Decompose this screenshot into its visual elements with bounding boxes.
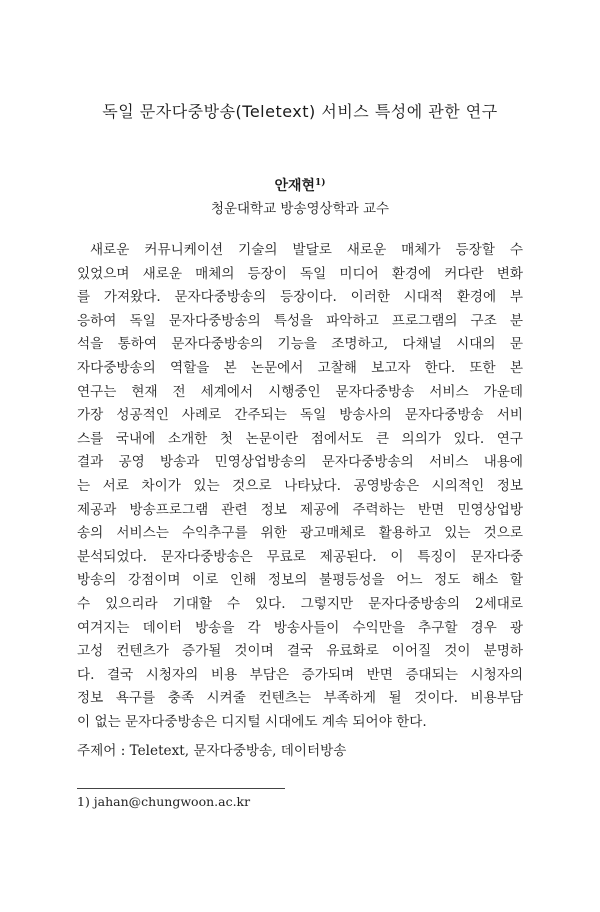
author-affiliation: 청운대학교 방송영상학과 교수 (210, 201, 390, 217)
author-footnote-mark: 1) (315, 178, 326, 188)
abstract-line: 고성 컨텐츠가 증가될 것이며 결국 유료화로 이어질 것이 분명하 (77, 643, 523, 660)
abstract-line: 새로운 커뮤니케이션 기술의 발달로 새로운 매체가 등장할 수 (90, 242, 523, 258)
abstract-line: 여겨지는 데이터 방송을 각 방송사들이 수익만을 추구할 경우 광 (77, 619, 523, 636)
abstract-line: 스를 국내에 소개한 첫 논문이란 점에서도 큰 의의가 있다. 연구 (77, 430, 523, 447)
abstract-line: 송의 서비스는 수익추구를 위한 광고매체로 활용하고 있는 것으로 (77, 525, 523, 542)
abstract-line: 석을 통하여 문자다중방송의 기능을 조명하고, 다채널 시대의 문 (77, 336, 523, 353)
abstract-line: 를 가져왔다. 문자다중방송의 등장이다. 이러한 시대적 환경에 부 (77, 289, 523, 306)
abstract-line: 자다중방송의 역할을 본 논문에서 고찰해 보고자 한다. 또한 본 (77, 359, 523, 376)
abstract-line: 제공과 방송프로그램 관련 정보 제공에 주력하는 반면 민영상업방 (77, 501, 523, 518)
keywords: 주제어 : Teletext, 문자다중방송, 데이터방송 (77, 743, 347, 759)
abstract-line: 정보 욕구를 충족 시켜줄 컨텐츠는 부족하게 될 것이다. 비용부담 (77, 690, 523, 707)
abstract-line: 방송의 강점이며 이로 인해 정보의 불평등성을 어느 정도 해소 할 (77, 572, 523, 589)
abstract-line: 이 없는 문자다중방송은 디지털 시대에도 계속 되어야 한다. (77, 713, 427, 730)
abstract-line: 있었으며 새로운 매체의 등장이 독일 미디어 환경에 커다란 변화 (77, 265, 523, 282)
abstract-line: 연구는 현재 전 세계에서 시행중인 문자다중방송 서비스 가운데 (77, 383, 523, 400)
abstract-line: 결과 공영 방송과 민영상업방송의 문자다중방송의 서비스 내용에 (77, 454, 523, 471)
author-line (0, 173, 600, 196)
abstract-line: 는 서로 차이가 있는 것으로 나타났다. 공영방송은 시의적인 정보 (77, 477, 523, 494)
abstract-line: 가장 성공적인 사례로 간주되는 독일 방송사의 문자다중방송 서비 (77, 407, 523, 424)
author-name: 안재현 (274, 178, 316, 194)
abstract-line: 다. 결국 시청자의 비용 부담은 증가되며 반면 증대되는 시청자의 (77, 666, 523, 683)
footnote: 1) jahan@chungwoon.ac.kr (77, 794, 251, 809)
abstract-line: 분석되었다. 문자다중방송은 무료로 제공된다. 이 특징이 문자다중 (77, 548, 523, 565)
abstract-line: 수 있으리라 기대할 수 있다. 그렇지만 문자다중방송의 2세대로 (77, 595, 523, 612)
footnote-divider (77, 788, 285, 789)
abstract (77, 239, 523, 734)
author-block (0, 173, 600, 220)
abstract-line: 응하여 독일 문자다중방송의 특성을 파악하고 프로그램의 구조 분 (77, 312, 523, 329)
paper-title: 독일 문자다중방송(Teletext) 서비스 특성에 관한 연구 (102, 102, 498, 121)
